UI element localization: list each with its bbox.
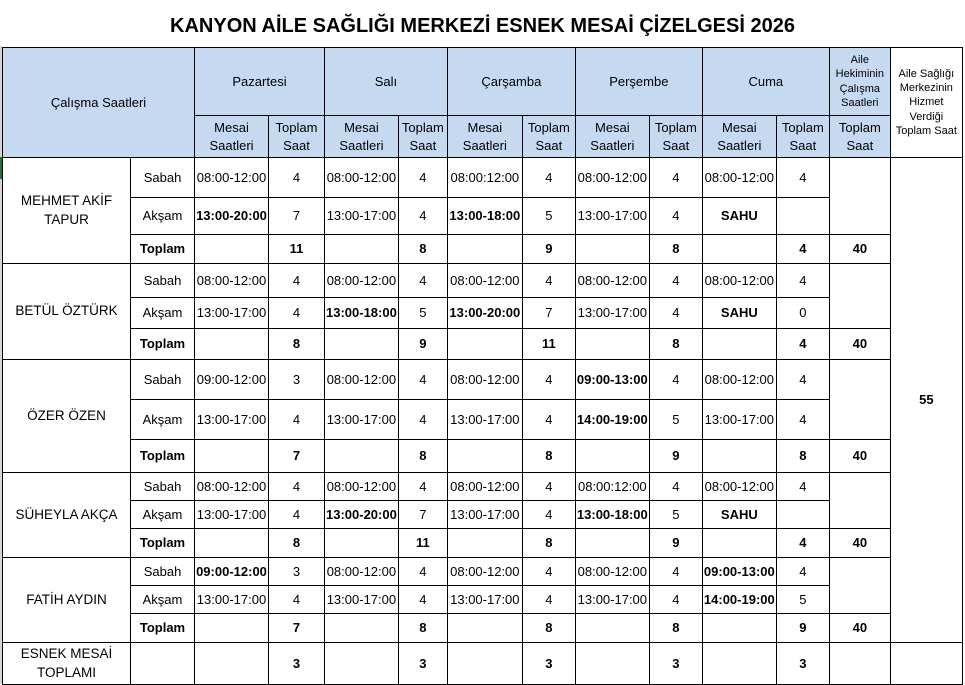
hours-cell: 4 bbox=[776, 360, 829, 400]
mesai-cell: 08:00-12:00 bbox=[325, 264, 399, 298]
header-day: Salı bbox=[325, 48, 448, 116]
mesai-cell: 14:00-19:00 bbox=[702, 586, 776, 614]
person-name: ÖZER ÖZEN bbox=[3, 360, 131, 473]
mesai-cell: 08:00-12:00 bbox=[702, 473, 776, 501]
schedule-table bbox=[2, 47, 963, 685]
empty-cell bbox=[829, 558, 890, 614]
day-total: 9 bbox=[649, 440, 702, 473]
mesai-cell: 13:00-17:00 bbox=[447, 501, 522, 529]
empty-cell bbox=[575, 329, 649, 360]
header-day: Cuma bbox=[702, 48, 829, 116]
esnek-total: 3 bbox=[269, 643, 325, 685]
empty-cell bbox=[702, 329, 776, 360]
hours-cell: 4 bbox=[649, 558, 702, 586]
empty-cell bbox=[575, 440, 649, 473]
mesai-cell: 13:00-18:00 bbox=[447, 198, 522, 235]
hours-cell: 3 bbox=[269, 360, 325, 400]
hours-cell: 4 bbox=[269, 264, 325, 298]
hours-cell: 4 bbox=[776, 264, 829, 298]
hours-cell: 7 bbox=[269, 198, 325, 235]
empty-cell bbox=[195, 643, 269, 685]
hours-cell: 4 bbox=[649, 264, 702, 298]
esnek-total: 3 bbox=[649, 643, 702, 685]
selection-cursor bbox=[0, 157, 2, 179]
empty-cell bbox=[447, 440, 522, 473]
mesai-cell: 13:00-17:00 bbox=[702, 400, 776, 440]
hours-cell bbox=[776, 501, 829, 529]
row-label-toplam: Toplam bbox=[131, 329, 195, 360]
header-calisma-saatleri: Çalışma Saatleri bbox=[3, 48, 195, 158]
esnek-total: 3 bbox=[398, 643, 447, 685]
day-total: 8 bbox=[522, 440, 575, 473]
day-total: 11 bbox=[269, 235, 325, 264]
empty-cell bbox=[325, 235, 399, 264]
person-name: BETÜL ÖZTÜRK bbox=[3, 264, 131, 360]
hours-cell: 4 bbox=[522, 473, 575, 501]
hours-cell: 0 bbox=[776, 298, 829, 329]
hours-cell: 4 bbox=[522, 360, 575, 400]
day-total: 8 bbox=[649, 614, 702, 643]
hours-cell: 4 bbox=[776, 400, 829, 440]
hours-cell: 4 bbox=[522, 558, 575, 586]
header-toplam-saat: Toplam Saat bbox=[269, 116, 325, 158]
header-mesai-saatleri: Mesai Saatleri bbox=[195, 116, 269, 158]
mesai-cell: 13:00-17:00 bbox=[325, 198, 399, 235]
empty-cell bbox=[829, 360, 890, 440]
empty-cell bbox=[325, 614, 399, 643]
header-mesai-saatleri: Mesai Saatleri bbox=[447, 116, 522, 158]
hours-cell: 4 bbox=[398, 400, 447, 440]
hours-cell: 4 bbox=[522, 501, 575, 529]
header-aile-hekimi: Aile Hekiminin Çalışma Saatleri bbox=[829, 48, 890, 116]
mesai-cell: 13:00-17:00 bbox=[195, 586, 269, 614]
empty-cell bbox=[325, 440, 399, 473]
mesai-cell: 13:00-17:00 bbox=[575, 298, 649, 329]
hours-cell: 4 bbox=[522, 158, 575, 198]
header-toplam-saat: Toplam Saat bbox=[649, 116, 702, 158]
hours-cell bbox=[776, 198, 829, 235]
empty-cell bbox=[447, 529, 522, 558]
day-total: 9 bbox=[776, 614, 829, 643]
hours-cell: 4 bbox=[398, 473, 447, 501]
row-label-sabah: Sabah bbox=[131, 360, 195, 400]
mesai-cell: 09:00-13:00 bbox=[702, 558, 776, 586]
hours-cell: 4 bbox=[649, 198, 702, 235]
empty-cell bbox=[195, 440, 269, 473]
day-total: 11 bbox=[398, 529, 447, 558]
person-name: FATİH AYDIN bbox=[3, 558, 131, 643]
empty-cell bbox=[447, 643, 522, 685]
empty-cell bbox=[702, 529, 776, 558]
empty-cell bbox=[702, 643, 776, 685]
mesai-cell: 08:00-12:00 bbox=[575, 264, 649, 298]
empty-cell bbox=[829, 264, 890, 329]
mesai-cell: 14:00-19:00 bbox=[575, 400, 649, 440]
sheet-title: KANYON AİLE SAĞLIĞI MERKEZİ ESNEK MESAİ ÇİZELGESİ 2026 bbox=[170, 14, 795, 37]
empty-cell bbox=[702, 614, 776, 643]
header-toplam-saat: Toplam Saat bbox=[398, 116, 447, 158]
row-label-sabah: Sabah bbox=[131, 264, 195, 298]
mesai-cell: 13:00-20:00 bbox=[447, 298, 522, 329]
empty-cell bbox=[447, 235, 522, 264]
hours-cell: 4 bbox=[269, 586, 325, 614]
mesai-cell: 13:00-17:00 bbox=[195, 501, 269, 529]
day-total: 7 bbox=[269, 614, 325, 643]
hours-cell: 5 bbox=[398, 298, 447, 329]
hours-cell: 7 bbox=[398, 501, 447, 529]
header-toplam-saat: Toplam Saat bbox=[776, 116, 829, 158]
row-label-toplam: Toplam bbox=[131, 529, 195, 558]
mesai-cell: 13:00-17:00 bbox=[447, 400, 522, 440]
day-total: 8 bbox=[269, 529, 325, 558]
mesai-cell: 08:00-12:00 bbox=[325, 360, 399, 400]
mesai-cell: 08:00-12:00 bbox=[447, 264, 522, 298]
mesai-cell: 13:00-17:00 bbox=[325, 400, 399, 440]
day-total: 8 bbox=[398, 235, 447, 264]
person-name: MEHMET AKİF TAPUR bbox=[3, 158, 131, 264]
header-day: Çarşamba bbox=[447, 48, 575, 116]
empty-cell bbox=[702, 440, 776, 473]
hours-cell: 4 bbox=[522, 586, 575, 614]
mesai-cell: 08:00-12:00 bbox=[325, 158, 399, 198]
day-total: 4 bbox=[776, 235, 829, 264]
empty-cell bbox=[447, 329, 522, 360]
week-total: 40 bbox=[829, 235, 890, 264]
header-mesai-saatleri: Mesai Saatleri bbox=[325, 116, 399, 158]
empty-cell bbox=[829, 473, 890, 529]
empty-cell bbox=[575, 529, 649, 558]
empty-cell bbox=[890, 643, 962, 685]
empty-cell bbox=[131, 643, 195, 685]
hours-cell: 4 bbox=[269, 158, 325, 198]
day-total: 8 bbox=[522, 614, 575, 643]
row-label-toplam: Toplam bbox=[131, 235, 195, 264]
empty-cell bbox=[447, 614, 522, 643]
hours-cell: 3 bbox=[269, 558, 325, 586]
day-total: 8 bbox=[398, 614, 447, 643]
empty-cell bbox=[325, 529, 399, 558]
mesai-cell: 13:00-17:00 bbox=[325, 586, 399, 614]
row-label-aksam: Akşam bbox=[131, 198, 195, 235]
esnek-total: 3 bbox=[522, 643, 575, 685]
hours-cell: 4 bbox=[649, 360, 702, 400]
empty-cell bbox=[829, 158, 890, 235]
empty-cell bbox=[575, 614, 649, 643]
mesai-cell: 08:00-12:00 bbox=[325, 558, 399, 586]
mesai-cell: 13:00-17:00 bbox=[195, 298, 269, 329]
hours-cell: 4 bbox=[269, 501, 325, 529]
hours-cell: 4 bbox=[269, 400, 325, 440]
esnek-mesai-label: ESNEK MESAİ TOPLAMI bbox=[3, 643, 131, 685]
row-label-sabah: Sabah bbox=[131, 158, 195, 198]
day-total: 4 bbox=[776, 529, 829, 558]
header-day: Pazartesi bbox=[195, 48, 325, 116]
day-total: 8 bbox=[649, 329, 702, 360]
day-total: 11 bbox=[522, 329, 575, 360]
row-label-toplam: Toplam bbox=[131, 440, 195, 473]
mesai-cell: 08:00-12:00 bbox=[447, 473, 522, 501]
mesai-cell: 08:00-12:00 bbox=[447, 360, 522, 400]
day-total: 8 bbox=[776, 440, 829, 473]
header-toplam-saat: Toplam Saat bbox=[522, 116, 575, 158]
header-mesai-saatleri: Mesai Saatleri bbox=[702, 116, 776, 158]
hours-cell: 4 bbox=[522, 264, 575, 298]
esnek-total: 3 bbox=[776, 643, 829, 685]
hours-cell: 4 bbox=[649, 158, 702, 198]
empty-cell bbox=[829, 643, 890, 685]
empty-cell bbox=[325, 329, 399, 360]
hours-cell: 5 bbox=[649, 501, 702, 529]
empty-cell bbox=[575, 235, 649, 264]
hours-cell: 4 bbox=[398, 586, 447, 614]
hours-cell: 5 bbox=[522, 198, 575, 235]
hours-cell: 5 bbox=[649, 400, 702, 440]
mesai-cell: SAHU bbox=[702, 501, 776, 529]
day-total: 9 bbox=[522, 235, 575, 264]
mesai-cell: 08:00-12:00 bbox=[325, 473, 399, 501]
asm-total-hours: 55 bbox=[890, 158, 962, 643]
hours-cell: 7 bbox=[522, 298, 575, 329]
hours-cell: 4 bbox=[269, 473, 325, 501]
mesai-cell: 08:00-12:00 bbox=[195, 158, 269, 198]
hours-cell: 4 bbox=[398, 198, 447, 235]
mesai-cell: 13:00-20:00 bbox=[325, 501, 399, 529]
day-total: 7 bbox=[269, 440, 325, 473]
day-total: 8 bbox=[522, 529, 575, 558]
mesai-cell: SAHU bbox=[702, 298, 776, 329]
row-label-sabah: Sabah bbox=[131, 558, 195, 586]
empty-cell bbox=[325, 643, 399, 685]
day-total: 9 bbox=[398, 329, 447, 360]
day-total: 8 bbox=[649, 235, 702, 264]
header-mesai-saatleri: Mesai Saatleri bbox=[575, 116, 649, 158]
mesai-cell: 08:00-12:00 bbox=[195, 473, 269, 501]
mesai-cell: 09:00-13:00 bbox=[575, 360, 649, 400]
week-total: 40 bbox=[829, 329, 890, 360]
header-toplam-saat: Toplam Saat bbox=[829, 116, 890, 158]
empty-cell bbox=[575, 643, 649, 685]
mesai-cell: 08:00:12:00 bbox=[447, 158, 522, 198]
mesai-cell: 08:00-12:00 bbox=[195, 264, 269, 298]
week-total: 40 bbox=[829, 529, 890, 558]
row-label-aksam: Akşam bbox=[131, 298, 195, 329]
row-label-aksam: Akşam bbox=[131, 501, 195, 529]
mesai-cell: 13:00-17:00 bbox=[575, 198, 649, 235]
row-label-aksam: Akşam bbox=[131, 400, 195, 440]
header-asm-hizmet: Aile Sağlığı Merkezinin Hizmet Verdiği Toplam Saat bbox=[890, 48, 962, 158]
mesai-cell: 08:00-12:00 bbox=[702, 264, 776, 298]
hours-cell: 4 bbox=[398, 360, 447, 400]
mesai-cell: 08:00-12:00 bbox=[702, 158, 776, 198]
day-total: 4 bbox=[776, 329, 829, 360]
hours-cell: 4 bbox=[649, 473, 702, 501]
hours-cell: 4 bbox=[398, 264, 447, 298]
row-label-sabah: Sabah bbox=[131, 473, 195, 501]
day-total: 8 bbox=[398, 440, 447, 473]
hours-cell: 4 bbox=[649, 298, 702, 329]
hours-cell: 4 bbox=[776, 158, 829, 198]
day-total: 8 bbox=[269, 329, 325, 360]
hours-cell: 4 bbox=[776, 473, 829, 501]
empty-cell bbox=[195, 329, 269, 360]
hours-cell: 4 bbox=[522, 400, 575, 440]
empty-cell bbox=[702, 235, 776, 264]
mesai-cell: 13:00-17:00 bbox=[575, 586, 649, 614]
mesai-cell: 13:00-20:00 bbox=[195, 198, 269, 235]
hours-cell: 4 bbox=[649, 586, 702, 614]
week-total: 40 bbox=[829, 440, 890, 473]
empty-cell bbox=[195, 614, 269, 643]
empty-cell bbox=[195, 235, 269, 264]
mesai-cell: 08:00:12:00 bbox=[575, 473, 649, 501]
day-total: 9 bbox=[649, 529, 702, 558]
row-label-aksam: Akşam bbox=[131, 586, 195, 614]
empty-cell bbox=[195, 529, 269, 558]
mesai-cell: 08:00-12:00 bbox=[575, 558, 649, 586]
mesai-cell: SAHU bbox=[702, 198, 776, 235]
hours-cell: 4 bbox=[776, 558, 829, 586]
mesai-cell: 09:00-12:00 bbox=[195, 360, 269, 400]
mesai-cell: 13:00-18:00 bbox=[575, 501, 649, 529]
mesai-cell: 08:00-12:00 bbox=[575, 158, 649, 198]
hours-cell: 4 bbox=[269, 298, 325, 329]
hours-cell: 5 bbox=[776, 586, 829, 614]
hours-cell: 4 bbox=[398, 558, 447, 586]
person-name: SÜHEYLA AKÇA bbox=[3, 473, 131, 558]
row-label-toplam: Toplam bbox=[131, 614, 195, 643]
hours-cell: 4 bbox=[398, 158, 447, 198]
mesai-cell: 09:00-12:00 bbox=[195, 558, 269, 586]
mesai-cell: 08:00-12:00 bbox=[702, 360, 776, 400]
week-total: 40 bbox=[829, 614, 890, 643]
header-day: Perşembe bbox=[575, 48, 702, 116]
mesai-cell: 13:00-17:00 bbox=[195, 400, 269, 440]
mesai-cell: 13:00-18:00 bbox=[325, 298, 399, 329]
mesai-cell: 13:00-17:00 bbox=[447, 586, 522, 614]
mesai-cell: 08:00-12:00 bbox=[447, 558, 522, 586]
